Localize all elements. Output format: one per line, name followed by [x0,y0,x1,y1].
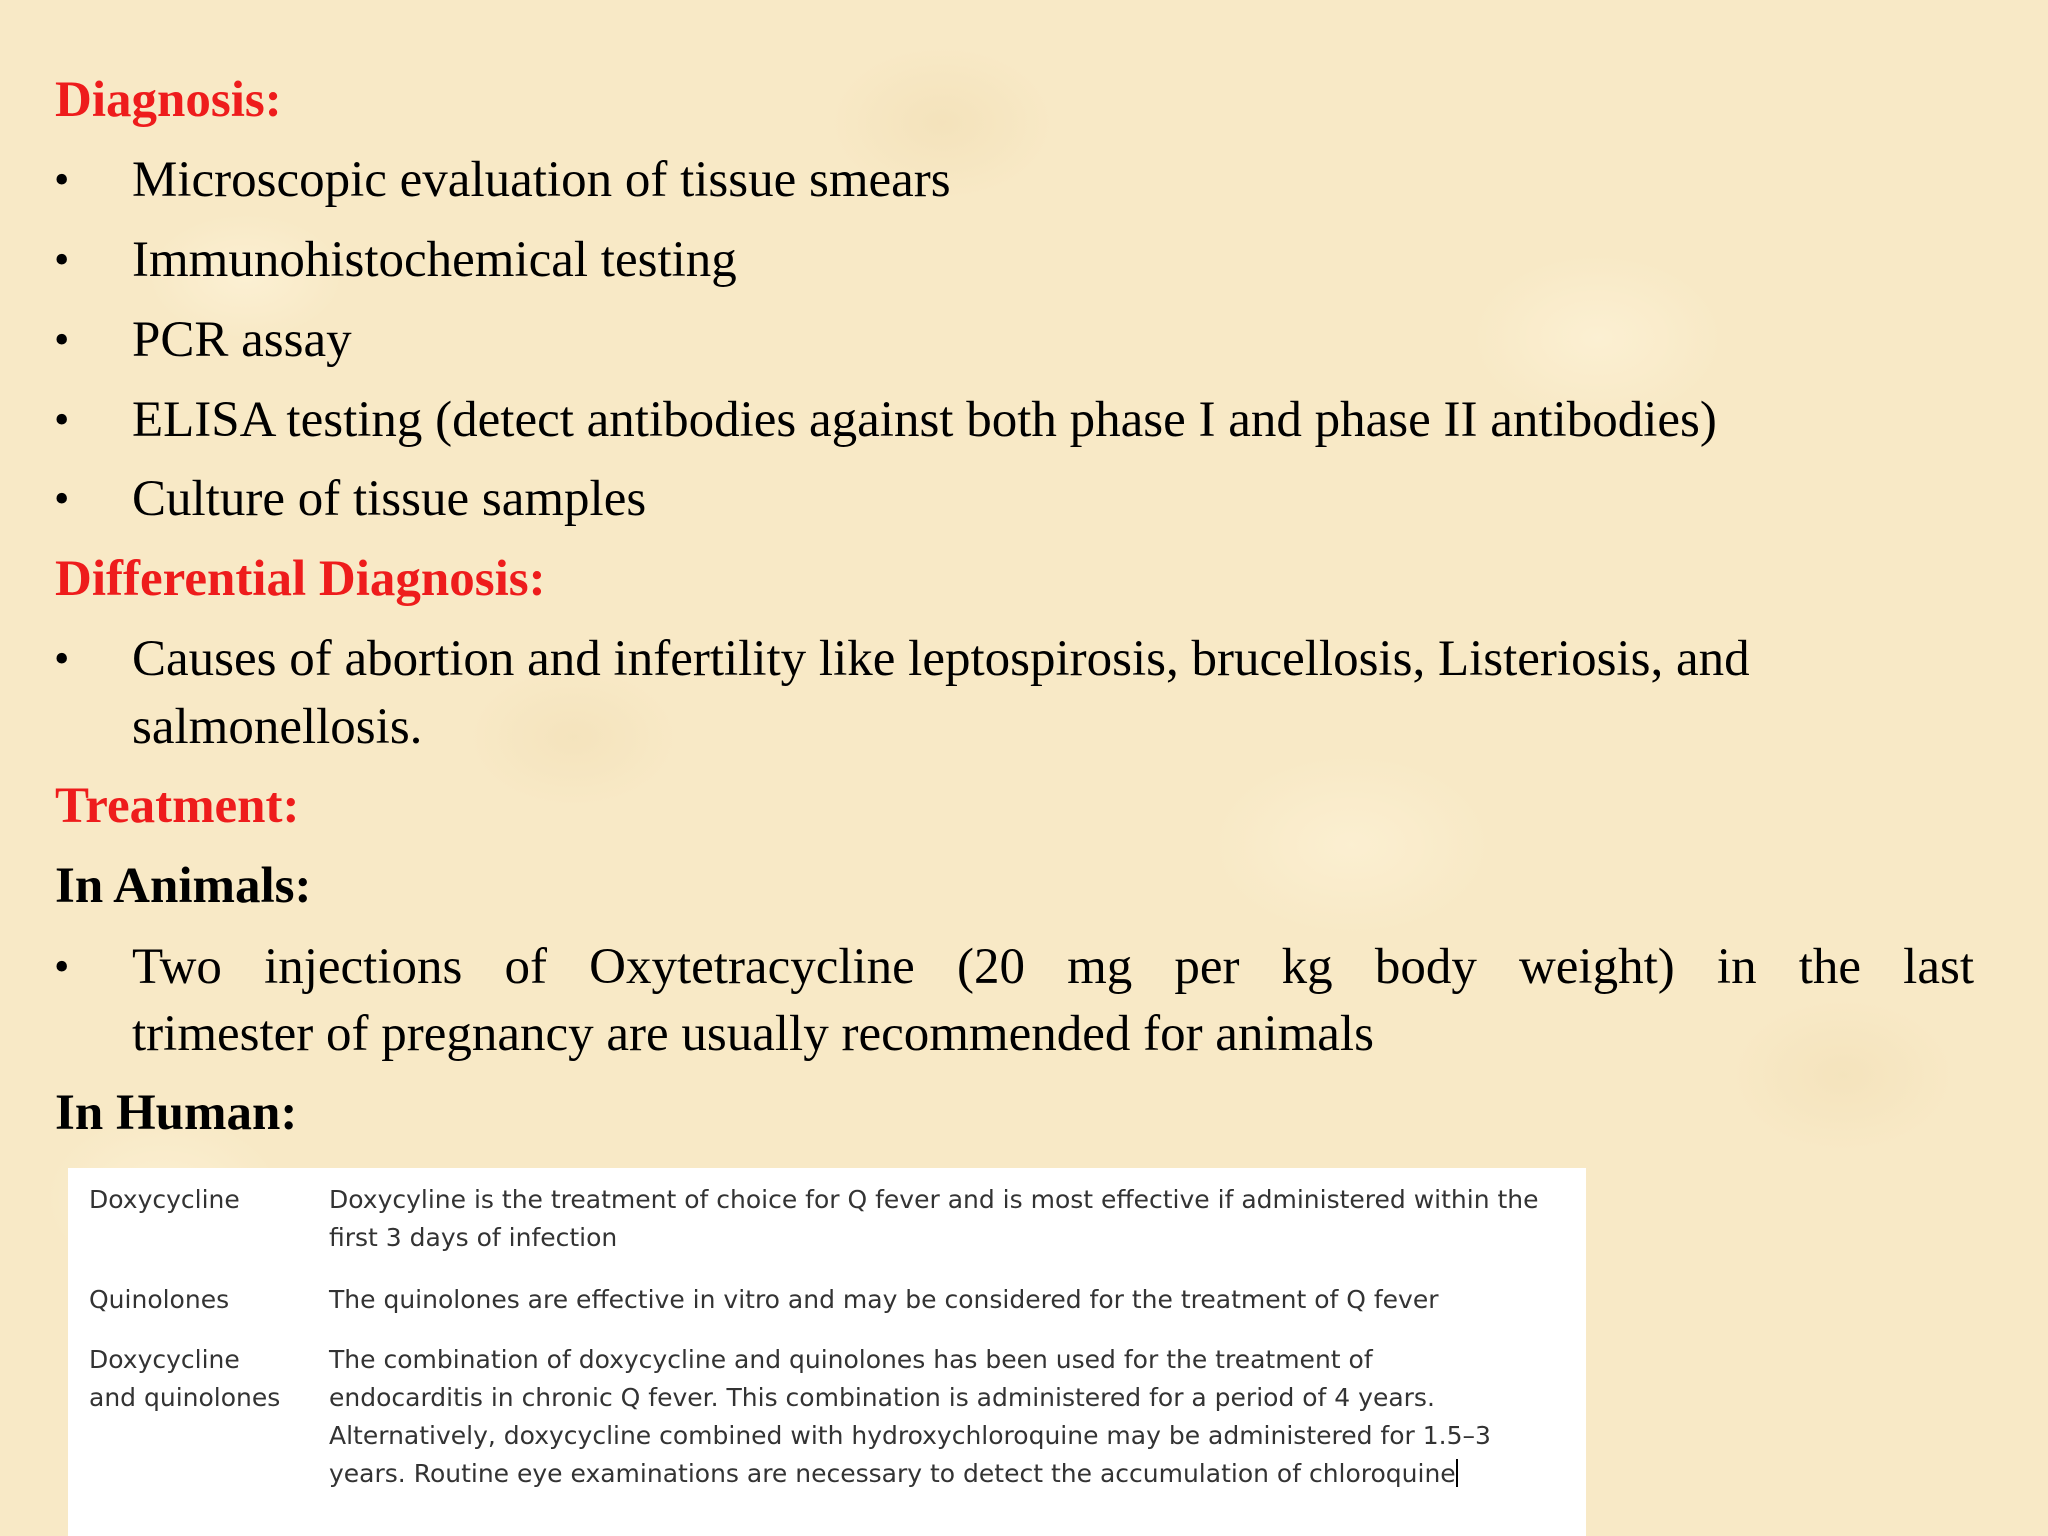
bullet-icon: • [54,235,70,284]
diagnosis-item-text: Immunohistochemical testing [132,232,737,288]
text-cursor [1456,1459,1458,1487]
drug-name: Doxycycline and quinolones [89,1345,281,1412]
bullet-icon: • [54,155,70,204]
bullet-icon: • [54,634,70,683]
drug-name: Doxycycline [89,1185,240,1214]
diagnosis-item-text: Culture of tissue samples [132,471,647,527]
differential-item-line: salmonellosis. [132,699,423,755]
differential-diagnosis-heading: Differential Diagnosis: [55,551,546,607]
drug-description [329,1341,1509,1493]
diagnosis-item-text: Microscopic evaluation of tissue smears [132,152,951,208]
in-human-heading: In Human: [55,1085,298,1141]
diagnosis-item-text: PCR assay [132,312,352,368]
drug-description: The quinolones are effective in vitro and may be considered for the treatment of Q fever [329,1285,1439,1314]
bullet-icon: • [54,315,70,364]
diagnosis-heading: Diagnosis: [55,72,282,128]
animals-treatment-line: Two injections of Oxytetracycline (20 mg per kg body weight) in the last [132,939,1974,995]
animals-treatment-line: trimester of pregnancy are usually recommended for animals [132,1006,1374,1062]
drug-description: Doxycyline is the treatment of choice for Q fever and is most effective if administered within the first 3 days of infection [329,1185,1539,1252]
human-treatment-table [68,1168,1586,1536]
drug-name: Quinolones [89,1285,230,1314]
diagnosis-item-text: ELISA testing (detect antibodies against both phase I and phase II antibodies) [132,392,1717,448]
bullet-icon: • [54,942,70,991]
bullet-icon: • [54,395,70,444]
differential-item-line: Causes of abortion and infertility like leptospirosis, brucellosis, Listeriosis, and [132,631,1750,687]
bullet-icon: • [54,474,70,523]
in-animals-heading: In Animals: [55,858,312,914]
drug-description-text: The combination of doxycycline and quinolones has been used for the treatment of endocarditis in chronic Q fever. This combination is administered for a period of 4 years. Alternatively, doxycycline combined with hydroxychloroquine may be administered for 1.5–3 years. Routine eye examinations are necessary to detect the accumulation of chloroquine [329,1345,1491,1488]
treatment-heading: Treatment: [55,778,300,834]
